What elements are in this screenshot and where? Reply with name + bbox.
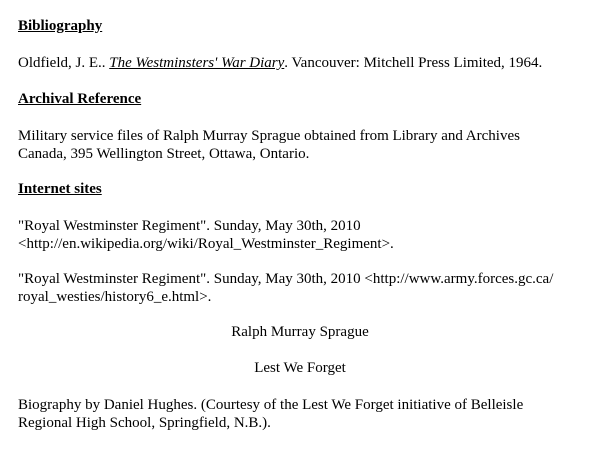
internet-site-2-line-1: "Royal Westminster Regiment". Sunday, May 30th, 2010 <http://www.army.forces.gc.ca/ (18, 271, 554, 287)
internet-heading: Internet sites (18, 181, 102, 197)
motto: Lest We Forget (254, 360, 346, 376)
bibliography-heading: Bibliography (18, 18, 103, 34)
internet-site-2-line-2: royal_westies/history6_e.html>. (18, 289, 212, 305)
internet-site-1-line-1: "Royal Westminster Regiment". Sunday, May 30th, 2010 (18, 218, 361, 234)
credit-line-1: Biography by Daniel Hughes. (Courtesy of the Lest We Forget initiative of Belleisle (18, 397, 524, 413)
credit-line-2: Regional High School, Springfield, N.B.). (18, 415, 271, 431)
bibliography-publisher: . Vancouver: Mitchell Press Limited, 1964. (284, 55, 543, 71)
bibliography-entry (18, 54, 542, 72)
internet-site-1-line-2: <http://en.wikipedia.org/wiki/Royal_Westminster_Regiment>. (18, 236, 394, 252)
subject-name: Ralph Murray Sprague (231, 324, 369, 340)
bibliography-author: Oldfield, J. E.. (18, 55, 110, 71)
archival-text-line-2: Canada, 395 Wellington Street, Ottawa, Ontario. (18, 146, 310, 162)
archival-heading: Archival Reference (18, 91, 142, 107)
archival-text-line-1: Military service files of Ralph Murray Sprague obtained from Library and Archives (18, 128, 520, 144)
bibliography-title: The Westminsters' War Diary (109, 55, 285, 71)
